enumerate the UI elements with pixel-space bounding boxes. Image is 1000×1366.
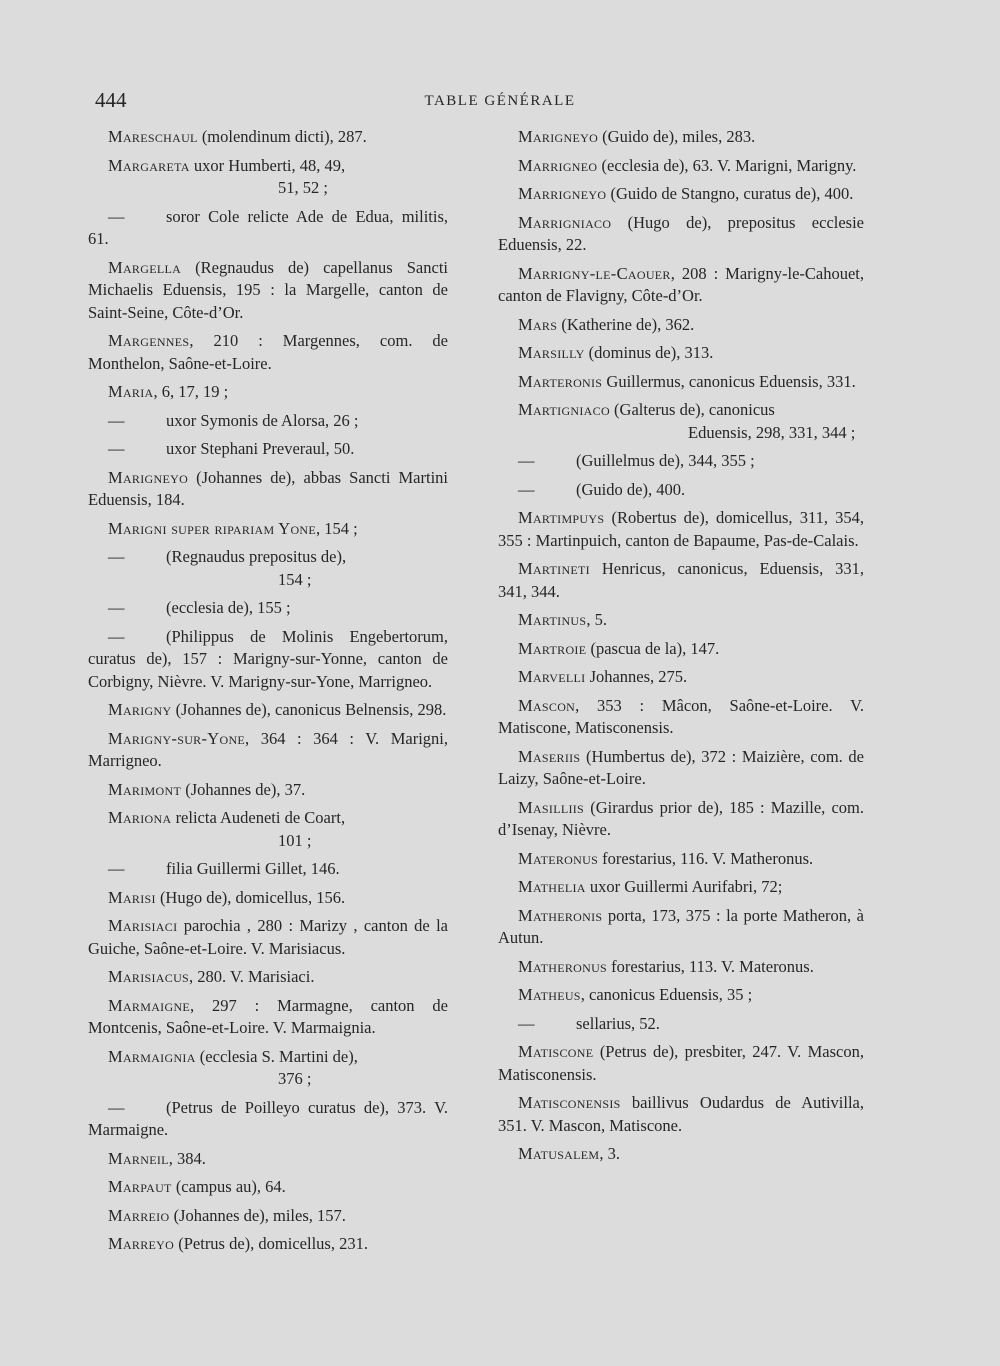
index-subentry: [88, 597, 448, 620]
index-entry: [498, 746, 864, 791]
index-entry: [498, 695, 864, 740]
entry-text: (Regnaudus de) capellanus Sancti Michaelis Eduensis, 195 : la Margelle, canton de Saint-Seine, Côte-d’Or.: [88, 257, 448, 322]
entry-text: (pascua de la), 147.: [586, 638, 720, 658]
entry-headword: Mars: [518, 314, 558, 334]
index-entry: [88, 995, 448, 1040]
subentry-dash: —: [518, 1013, 535, 1033]
subentry-text: (Regnaudus prepositus de),: [166, 547, 347, 566]
entry-text: (Guido de Stangno, curatus de), 400.: [606, 184, 854, 203]
subentry-text: (Petrus de Poilleyo curatus de), 373. V. Marmaigne.: [88, 1097, 448, 1139]
entry-headword: Margennes: [108, 331, 190, 350]
page-header: [0, 88, 1000, 118]
entry-headword: Marsilly: [518, 343, 585, 362]
entry-continuation: 154 ;: [278, 569, 312, 589]
entry-text: relicta Audeneti de Coart,: [171, 808, 346, 827]
index-entry: [498, 399, 864, 444]
entry-text: porta, 173, 375 : la porte Matheron, à Autun.: [498, 905, 864, 947]
subentry-text: (ecclesia de), 155 ;: [166, 598, 291, 617]
index-subentry: [88, 410, 448, 433]
entry-headword: Marvelli: [518, 667, 586, 686]
index-entry: [88, 1046, 448, 1091]
entry-headword: Marteronis: [518, 371, 603, 391]
entry-continuation: 51, 52 ;: [278, 178, 328, 197]
entry-text: (Johannes de), miles, 157.: [169, 1205, 346, 1225]
subentry-text: sellarius, 52.: [576, 1013, 660, 1033]
index-entry: [498, 507, 864, 552]
entry-headword: Marigny: [108, 700, 172, 719]
entry-continuation: 101 ;: [278, 830, 312, 850]
entry-headword: Margella: [108, 257, 182, 277]
subentry-text: (Guido de), 400.: [576, 479, 686, 499]
entry-text: Johannes, 275.: [585, 667, 688, 686]
entry-text: , 353 : Mâcon, Saône-et-Loire. V. Matiscone, Matisconensis.: [498, 695, 864, 737]
index-entry: [498, 371, 864, 394]
index-subentry: [498, 1013, 864, 1036]
entry-headword: Matheronis: [518, 905, 603, 925]
subentry-dash: —: [108, 439, 125, 458]
index-entry: [88, 381, 448, 404]
entry-text: parochia , 280 : Marizy , canton de la Guiche, Saône-et-Loire. V. Marisiacus.: [88, 916, 448, 958]
entry-headword: Masilliis: [518, 797, 585, 817]
subentry-text: filia Guillermi Gillet, 146.: [166, 859, 340, 878]
entry-text: (Johannes de), abbas Sancti Martini Eduensis, 184.: [88, 467, 448, 509]
index-entry: [498, 126, 864, 149]
entry-text: (ecclesia de), 63. V. Marigni, Marigny.: [597, 155, 857, 175]
entry-text: , 280. V. Marisiaci.: [189, 967, 315, 986]
index-entry: [498, 183, 864, 206]
entry-headword: Marneil: [108, 1148, 169, 1168]
entry-headword: Marrigny-le-Caouer: [518, 263, 671, 283]
entry-text: (Hugo de), prepositus ecclesie Eduensis, 22.: [498, 212, 864, 254]
index-entry: [88, 887, 448, 910]
entry-headword: Maseriis: [518, 746, 581, 766]
entry-headword: Marreio: [108, 1205, 170, 1225]
entry-text: , 384.: [168, 1148, 206, 1168]
entry-headword: Mariona: [108, 808, 172, 827]
index-entry: [88, 518, 448, 541]
entry-text: Henricus, canonicus, Eduensis, 331, 341, 344.: [498, 559, 864, 601]
entry-text: (Petrus de), domicellus, 231.: [174, 1234, 368, 1253]
entry-headword: Mathelia: [518, 877, 586, 896]
index-subentry: [88, 206, 448, 251]
entry-text: , 210 : Margennes, com. de Monthelon, Saône-et-Loire.: [88, 331, 448, 373]
index-entry: [498, 1092, 864, 1137]
entry-text: (Girardus prior de), 185 : Mazille, com. d’Isenay, Nièvre.: [498, 797, 864, 839]
entry-text: (Johannes de), canonicus Belnensis, 298.: [171, 700, 447, 719]
index-subentry: [88, 546, 448, 591]
index-entry: [88, 1148, 448, 1171]
index-entry: [498, 876, 864, 899]
entry-headword: Martroie: [518, 638, 587, 658]
entry-headword: Marisiacus: [108, 967, 190, 986]
entry-headword: Matheus: [518, 985, 581, 1004]
entry-text: , canonicus Eduensis, 35 ;: [580, 985, 753, 1004]
entry-headword: Marimont: [108, 779, 182, 799]
entry-text: (Johannes de), 37.: [181, 779, 306, 799]
subentry-dash: —: [108, 206, 125, 226]
entry-text: , 6, 17, 19 ;: [153, 382, 229, 401]
index-entry: [498, 848, 864, 871]
index-subentry: [498, 479, 864, 502]
index-entry: [498, 1041, 864, 1086]
subentry-dash: —: [108, 626, 125, 646]
entry-text: (Petrus de), presbiter, 247. V. Mascon, Matisconensis.: [498, 1042, 864, 1084]
index-entry: [88, 699, 448, 722]
index-entry: [498, 1143, 864, 1166]
subentry-dash: —: [108, 598, 125, 617]
page-number: 444: [95, 88, 127, 112]
entry-text: , 208 : Marigny-le-Cahouet, canton de Flavigny, Côte-d’Or.: [498, 263, 864, 305]
index-subentry: [88, 626, 448, 694]
index-entry: [88, 966, 448, 989]
entry-text: (Guido de), miles, 283.: [598, 127, 756, 146]
index-entry: [88, 257, 448, 325]
entry-text: baillivus Oudardus de Autivilla, 351. V. Mascon, Matiscone.: [498, 1093, 864, 1135]
index-entry: [498, 905, 864, 950]
index-entry: [88, 1233, 448, 1256]
entry-headword: Maria: [108, 382, 154, 401]
entry-headword: Marrigneyo: [518, 184, 607, 203]
entry-text: , 297 : Marmagne, canton de Montcenis, Saône-et-Loire. V. Marmaignia.: [88, 995, 448, 1037]
entry-text: forestarius, 116. V. Matheronus.: [598, 848, 814, 868]
index-entry: [88, 1205, 448, 1228]
entry-headword: Marigneyo: [108, 467, 189, 487]
index-entry: [498, 666, 864, 689]
subentry-dash: —: [108, 410, 125, 430]
subentry-text: uxor Symonis de Alorsa, 26 ;: [166, 410, 359, 430]
entry-headword: Matheronus: [518, 956, 608, 976]
entry-text: uxor Guillermi Aurifabri, 72;: [585, 877, 783, 896]
index-subentry: [88, 438, 448, 461]
entry-text: , 5.: [586, 610, 607, 629]
entry-text: (ecclesia S. Martini de),: [195, 1046, 358, 1066]
entry-headword: Marigni super ripariam Yone: [108, 518, 317, 538]
index-entry: [88, 915, 448, 960]
entry-text: uxor Humberti, 48, 49,: [189, 155, 346, 175]
entry-text: (campus au), 64.: [171, 1177, 286, 1196]
subentry-text: (Philippus de Molinis Engebertorum, curatus de), 157 : Marigny-sur-Yonne, canton de Corbigny, Nièvre. V. Marigny-sur-Yone, Marrigneo.: [88, 626, 448, 691]
entry-text: forestarius, 113. V. Materonus.: [607, 956, 814, 976]
entry-headword: Marreyo: [108, 1234, 175, 1253]
entry-headword: Martinus: [518, 610, 587, 629]
entry-text: , 364 : 364 : V. Marigni, Marrigneo.: [88, 728, 448, 770]
index-entry: [88, 807, 448, 852]
entry-headword: Mareschaul: [108, 127, 198, 146]
index-entry: [88, 330, 448, 375]
entry-headword: Marrigneo: [518, 155, 598, 175]
entry-continuation: 376 ;: [278, 1069, 312, 1088]
entry-headword: Matisconensis: [518, 1093, 621, 1112]
entry-text: , 154 ;: [316, 518, 358, 538]
index-entry: [88, 779, 448, 802]
index-entry: [498, 984, 864, 1007]
entry-headword: Marmaignia: [108, 1046, 196, 1066]
left-column: [88, 126, 448, 1262]
entry-headword: Matiscone: [518, 1042, 594, 1061]
entry-headword: Marpaut: [108, 1177, 172, 1196]
entry-headword: Marrigniaco: [518, 212, 612, 232]
subentry-text: uxor Stephani Preveraul, 50.: [166, 439, 355, 458]
index-entry: [498, 638, 864, 661]
subentry-dash: —: [108, 859, 125, 878]
entry-text: (molendinum dicti), 287.: [197, 127, 367, 146]
right-column: [498, 126, 864, 1172]
running-title: TABLE GÉNÉRALE: [424, 93, 576, 109]
entry-headword: Mascon: [518, 695, 576, 715]
entry-headword: Martigniaco: [518, 400, 610, 419]
index-entry: [498, 342, 864, 365]
subentry-dash: —: [108, 1097, 125, 1117]
entry-headword: Matusalem: [518, 1144, 600, 1163]
index-entry: [498, 263, 864, 308]
index-entry: [498, 558, 864, 603]
subentry-text: soror Cole relicte Ade de Edua, militis, 61.: [88, 206, 448, 248]
entry-text: (dominus de), 313.: [584, 343, 714, 362]
entry-headword: Materonus: [518, 848, 599, 868]
index-subentry: [498, 450, 864, 473]
index-subentry: [88, 858, 448, 881]
entry-headword: Marmaigne: [108, 995, 191, 1015]
index-entry: [88, 728, 448, 773]
entry-headword: Marisi: [108, 887, 156, 907]
entry-text: (Katherine de), 362.: [557, 314, 695, 334]
index-entry: [88, 467, 448, 512]
entry-text: , 3.: [599, 1144, 620, 1163]
entry-text: (Robertus de), domicellus, 311, 354, 355 : Martinpuich, canton de Bapaume, Pas-de-Calais.: [498, 508, 864, 550]
index-entry: [498, 609, 864, 632]
entry-text: Guillermus, canonicus Eduensis, 331.: [602, 371, 856, 391]
subentry-dash: —: [518, 479, 535, 499]
entry-text: (Galterus de), canonicus: [609, 400, 775, 419]
subentry-dash: —: [108, 547, 125, 566]
index-entry: [498, 797, 864, 842]
index-entry: [498, 956, 864, 979]
entry-headword: Marigny-sur-Yone: [108, 728, 246, 748]
entry-headword: Martineti: [518, 559, 590, 578]
entry-headword: Marigneyo: [518, 127, 599, 146]
index-entry: [498, 155, 864, 178]
subentry-dash: —: [518, 451, 535, 470]
index-subentry: [88, 1097, 448, 1142]
entry-continuation: Eduensis, 298, 331, 344 ;: [688, 422, 856, 442]
index-entry: [498, 314, 864, 337]
entry-headword: Margareta: [108, 155, 190, 175]
entry-headword: Marisiaci: [108, 916, 178, 935]
entry-headword: Martimpuys: [518, 508, 605, 527]
subentry-text: (Guillelmus de), 344, 355 ;: [576, 451, 755, 470]
index-entry: [498, 212, 864, 257]
entry-text: (Hugo de), domicellus, 156.: [155, 887, 346, 907]
index-entry: [88, 126, 448, 149]
index-entry: [88, 1176, 448, 1199]
entry-text: (Humbertus de), 372 : Maizière, com. de Laizy, Saône-et-Loire.: [498, 746, 864, 788]
index-entry: [88, 155, 448, 200]
